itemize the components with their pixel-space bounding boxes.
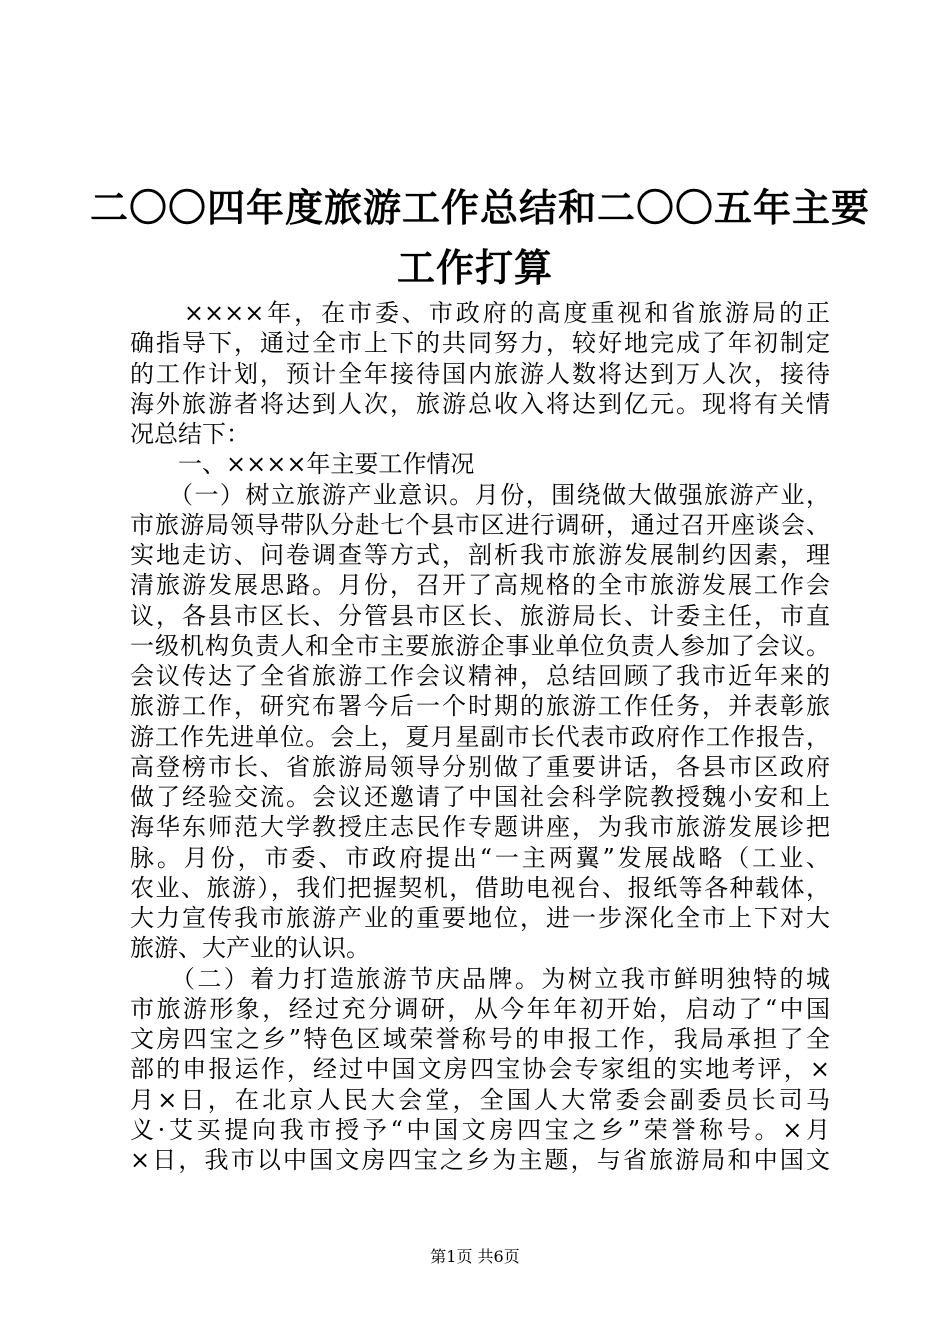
body-text-line: 部的申报运作，经过中国文房四宝协会专家组的实地考评，× (130, 1055, 830, 1084)
body-text-line: 的工作计划，预计全年接待国内旅游人数将达到万人次，接待 (130, 359, 830, 388)
body-text-line: 海外旅游者将达到人次，旅游总收入将达到亿元。现将有关情 (130, 389, 830, 418)
body-text-line: 况总结下： (130, 420, 250, 448)
body-text-line: 市旅游形象，经过充分调研，从今年年初开始，启动了“中国 (130, 994, 830, 1023)
body-text-line: 高登榜市长、省旅游局领导分别做了重要讲话，各县市区政府 (130, 752, 830, 781)
body-text-line: 旅游、大产业的认识。 (130, 934, 370, 963)
body-text-line: （二）着力打造旅游节庆品牌。为树立我市鲜明独特的城 (130, 964, 830, 993)
body-text-line: 确指导下，通过全市上下的共同努力，较好地完成了年初制定 (130, 329, 830, 358)
body-text-line: ××××年，在市委、市政府的高度重视和省旅游局的正 (130, 299, 830, 327)
body-text-line: 游工作先进单位。会上，夏月星副市长代表市政府作工作报告， (130, 722, 830, 751)
body-text-line: 市旅游局领导带队分赴七个县市区进行调研，通过召开座谈会、 (130, 510, 830, 539)
document-title-line-2: 工作打算 (396, 245, 553, 290)
body-text-line: （一）树立旅游产业意识。月份，围绕做大做强旅游产业， (130, 480, 830, 509)
body-text-line: 会议传达了全省旅游工作会议精神，总结回顾了我市近年来的 (130, 662, 830, 690)
body-text-line: 清旅游发展思路。月份，召开了高规格的全市旅游发展工作会 (130, 571, 830, 600)
body-text-line: 文房四宝之乡”特色区域荣誉称号的申报工作，我局承担了全 (130, 1025, 830, 1053)
body-text-line: 海华东师范大学教授庄志民作专题讲座，为我市旅游发展诊把 (130, 813, 830, 842)
body-text-line: 一、××××年主要工作情况 (130, 450, 475, 479)
body-text-line: 月×日，在北京人民大会堂，全国人大常委会副委员长司马 (130, 1085, 830, 1114)
body-text-line: ×日，我市以中国文房四宝之乡为主题，与省旅游局和中国文 (130, 1146, 830, 1174)
body-text-line: 做了经验交流。会议还邀请了中国社会科学院教授魏小安和上 (130, 783, 830, 811)
body-text-line: 实地走访、问卷调查等方式，剖析我市旅游发展制约因素，理 (130, 541, 830, 569)
body-text-line: 脉。月份，市委、市政府提出“一主两翼”发展战略（工业、 (130, 843, 830, 872)
body-text-line: 大力宣传我市旅游产业的重要地位，进一步深化全市上下对大 (130, 904, 830, 932)
body-text-line: 一级机构负责人和全市主要旅游企事业单位负责人参加了会议。 (130, 631, 830, 660)
page-footer: 第1页 共6页 (430, 1247, 520, 1266)
body-text-line: 义·艾买提向我市授予“中国文房四宝之乡”荣誉称号。×月 (130, 1115, 830, 1144)
body-text-line: 农业、旅游），我们把握契机，借助电视台、报纸等各种载体， (130, 873, 830, 902)
document-title-line-1: 二〇〇四年度旅游工作总结和二〇〇五年主要 (90, 185, 871, 230)
body-text-line: 旅游工作，研究布署今后一个时期的旅游工作任务，并表彰旅 (130, 692, 830, 721)
body-text-line: 议，各县市区长、分管县市区长、旅游局长、计委主任，市直 (130, 601, 830, 630)
